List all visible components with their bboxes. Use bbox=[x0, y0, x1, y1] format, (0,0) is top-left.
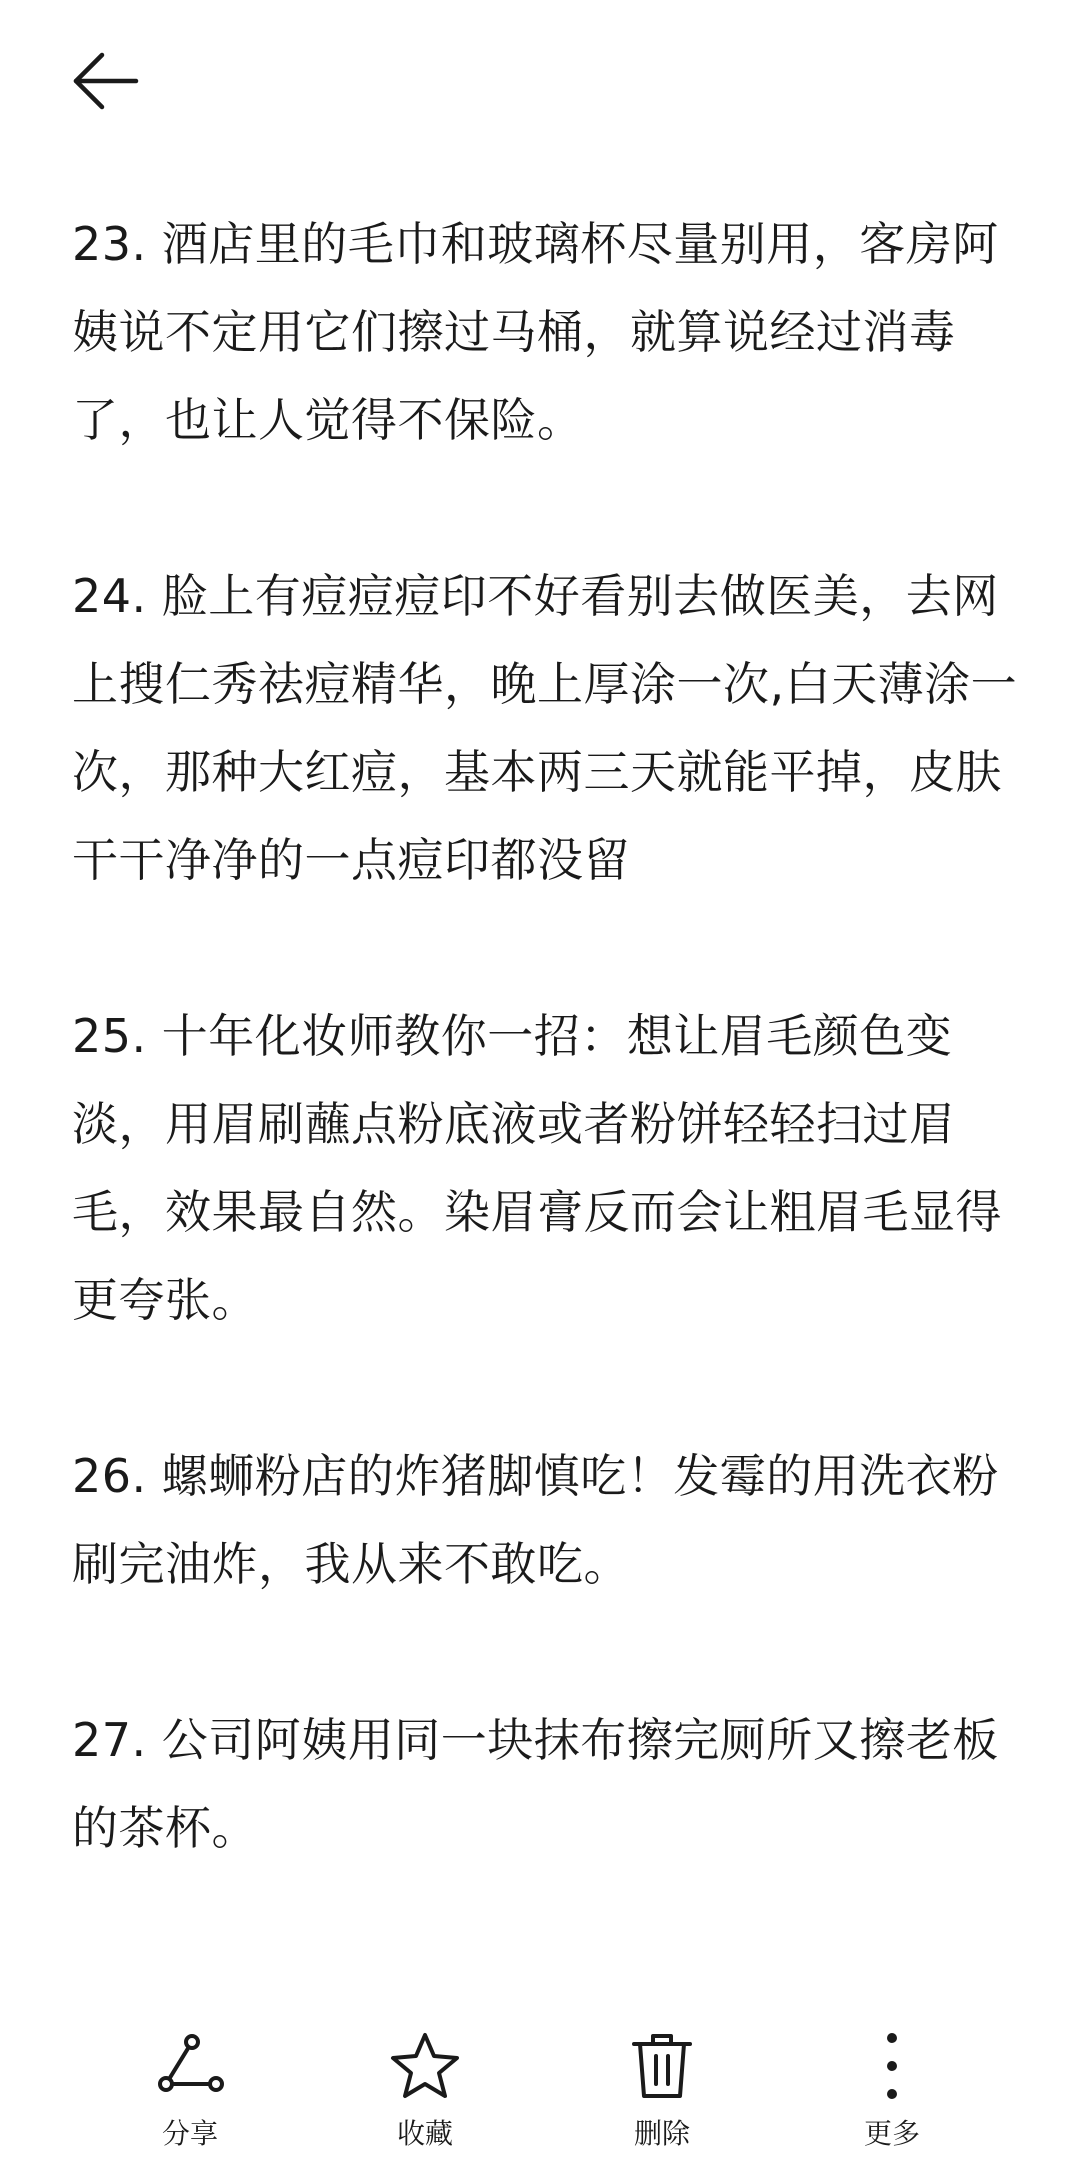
share-icon bbox=[154, 2030, 226, 2102]
note-content bbox=[72, 200, 1022, 1960]
star-icon bbox=[389, 2030, 461, 2102]
favorite-button[interactable] bbox=[345, 2030, 505, 2170]
more-vertical-icon bbox=[856, 2030, 928, 2102]
arrow-left-icon bbox=[72, 47, 140, 119]
trash-icon bbox=[626, 2030, 698, 2102]
bottom-toolbar bbox=[0, 2030, 1080, 2176]
note-paragraph-26: 26. 螺蛳粉店的炸猪脚慎吃！发霉的用洗衣粉刷完油炸，我从来不敢吃。 bbox=[72, 1449, 999, 1591]
share-label: 分享 bbox=[161, 2117, 218, 2150]
note-paragraph-23: 23. 酒店里的毛巾和玻璃杯尽量别用，客房阿姨说不定用它们擦过马桶，就算说经过消毒了，也让人觉得不保险。 bbox=[72, 217, 999, 447]
back-button[interactable] bbox=[72, 28, 182, 138]
note-paragraph-27: 27. 公司阿姨用同一块抹布擦完厕所又擦老板的茶杯。 bbox=[72, 1713, 999, 1855]
favorite-label: 收藏 bbox=[396, 2117, 453, 2150]
share-button[interactable] bbox=[110, 2030, 270, 2170]
delete-label: 删除 bbox=[633, 2117, 690, 2150]
note-paragraph-24: 24. 脸上有痘痘痘印不好看别去做医美，去网上搜仁秀祛痘精华，晚上厚涂一次,白天薄涂一次，那种大红痘，基本两三天就能平掉，皮肤干干净净的一点痘印都没留 bbox=[72, 569, 1018, 887]
delete-button[interactable] bbox=[582, 2030, 742, 2170]
note-paragraph-25: 25. 十年化妆师教你一招：想让眉毛颜色变淡，用眉刷蘸点粉底液或者粉饼轻轻扫过眉毛，效果最自然。染眉膏反而会让粗眉毛显得更夸张。 bbox=[72, 1009, 1002, 1327]
more-label: 更多 bbox=[863, 2117, 920, 2150]
more-button[interactable] bbox=[812, 2030, 972, 2170]
